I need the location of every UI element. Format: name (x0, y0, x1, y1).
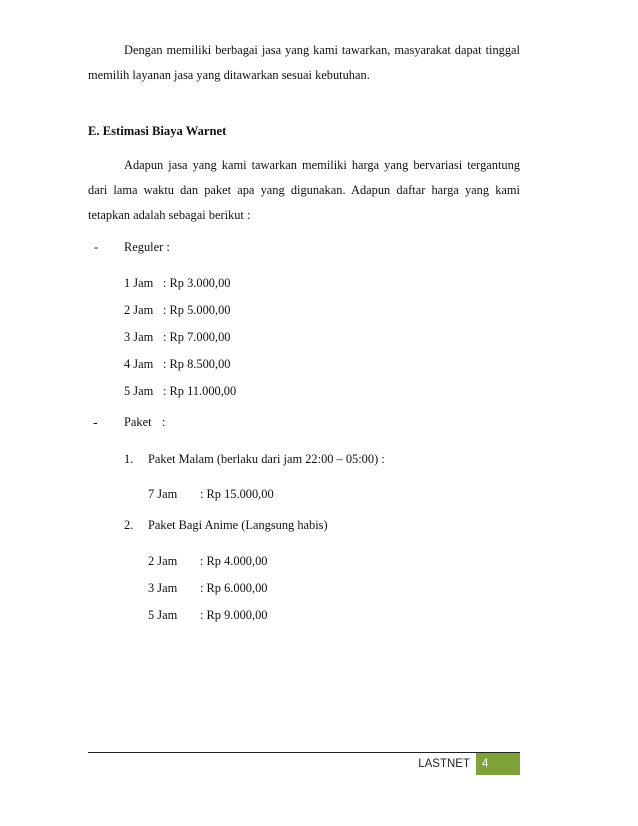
paket-duration: 5 Jam (148, 608, 178, 622)
reguler-price: : Rp 11.000,00 (163, 384, 237, 398)
paket-bullet: - (93, 414, 98, 430)
reguler-duration: 4 Jam (124, 357, 154, 371)
reguler-duration: 3 Jam (124, 330, 154, 344)
footer-label: LASTNET (418, 758, 470, 770)
reguler-duration: 2 Jam (124, 303, 154, 317)
intro-line-2: memilih layanan jasa yang ditawarkan sesuai kebutuhan. (88, 68, 370, 82)
reguler-bullet: - (94, 240, 99, 254)
paket-colon: : (162, 415, 166, 429)
paket-price: : Rp 6.000,00 (200, 581, 268, 595)
section-heading: E. Estimasi Biaya Warnet (88, 124, 227, 138)
paket-title: Paket (124, 415, 152, 429)
reguler-price: : Rp 8.500,00 (163, 357, 231, 371)
section-para-line-3: tetapkan adalah sebagai berikut : (88, 208, 251, 222)
reguler-price: : Rp 7.000,00 (163, 330, 231, 344)
paket-duration: 7 Jam (148, 487, 178, 501)
paket-price: : Rp 4.000,00 (200, 554, 268, 568)
paket-price: : Rp 9.000,00 (200, 608, 268, 622)
section-para-line-2: dari lama waktu dan paket apa yang digunakan. Adapun daftar harga yang kami (88, 183, 520, 197)
intro-line-1: Dengan memiliki berbagai jasa yang kami tawarkan, masyarakat dapat tinggal (124, 43, 520, 57)
paket-duration: 3 Jam (148, 581, 178, 595)
paket-duration: 2 Jam (148, 554, 178, 568)
paket-group-title: Paket Malam (berlaku dari jam 22:00 – 05:00) : (148, 452, 385, 466)
reguler-duration: 1 Jam (124, 276, 154, 290)
reguler-price: : Rp 5.000,00 (163, 303, 231, 317)
paket-group-title: Paket Bagi Anime (Langsung habis) (148, 518, 328, 532)
paket-group-number: 1. (124, 452, 134, 466)
page-number-badge: 4 (476, 753, 520, 775)
section-para-line-1: Adapun jasa yang kami tawarkan memiliki harga yang bervariasi tergantung (124, 158, 520, 172)
reguler-price: : Rp 3.000,00 (163, 276, 231, 290)
paket-price: : Rp 15.000,00 (200, 487, 274, 501)
reguler-duration: 5 Jam (124, 384, 154, 398)
paket-group-number: 2. (124, 518, 134, 532)
reguler-title: Reguler : (124, 240, 170, 254)
